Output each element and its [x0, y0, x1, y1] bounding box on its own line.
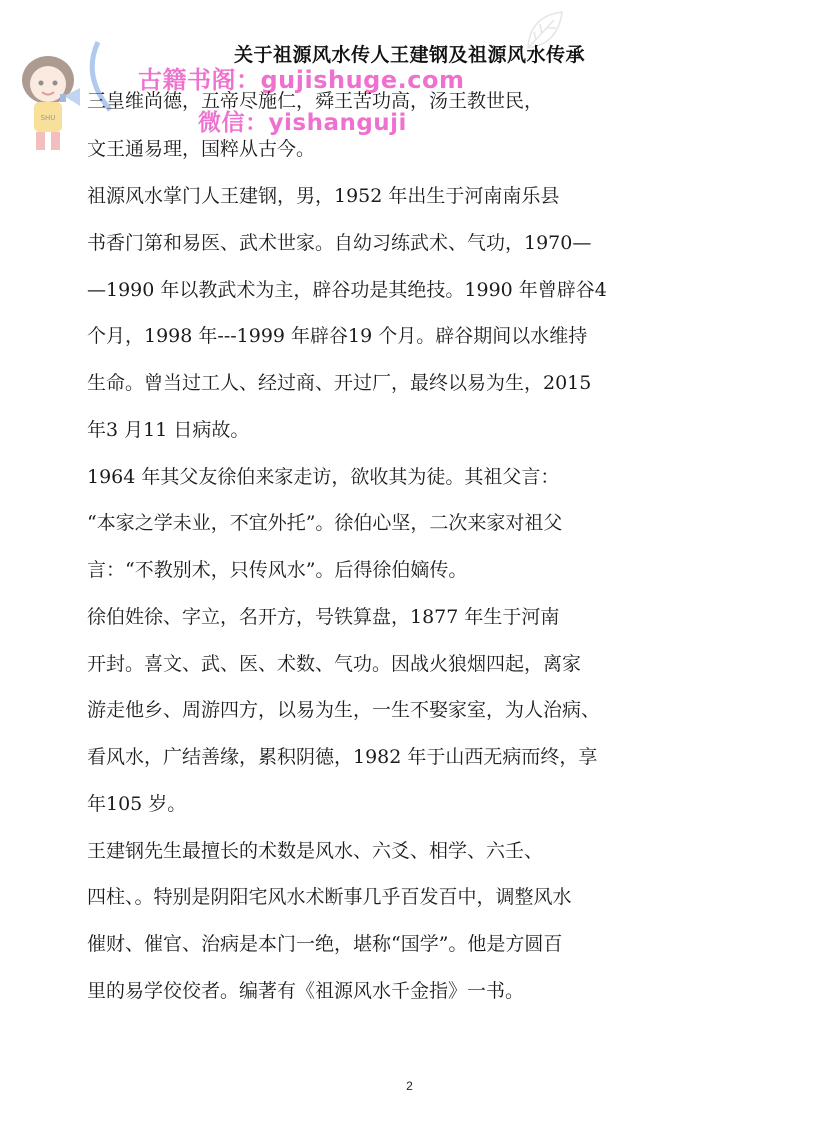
text-line: 开封。喜文、武、医、术数、气功。因战火狼烟四起，离家	[87, 653, 582, 675]
text-line: 个月，1998 年---1999 年辟谷19 个月。辟谷期间以水维持	[87, 325, 588, 347]
text-line: 四柱、。特别是阴阳宅风水术断事几乎百发百中，调整风水	[87, 886, 572, 908]
text-line: 1964 年其父友徐伯来家走访，欲收其为徒。其祖父言：	[87, 466, 560, 488]
text-line: 游走他乡、周游四方，以易为生，一生不娶家室，为人治病、	[87, 699, 601, 721]
text-line: 看风水，广结善缘，累积阴德，1982 年于山西无病而终，享	[87, 746, 598, 768]
mascot-shirt-text: SHU	[40, 114, 56, 122]
text-line: 催财、催官、治病是本门一绝，堪称“国学”。他是方圆百	[87, 933, 563, 955]
document-title: 关于祖源风水传人王建钢及祖源风水传承	[233, 44, 585, 66]
watermark-wechat-text: 微信：yishanguji	[198, 110, 407, 136]
text-line: 书香门第和易医、武术世家。自幼习练武术、气功，1970—	[87, 232, 592, 254]
text-line: 里的易学佼佼者。编著有《祖源风水千金指》一书。	[87, 980, 525, 1002]
text-line: —1990 年以教武术为主，辟谷功是其绝技。1990 年曾辟谷4	[87, 279, 607, 301]
text-line: “本家之学未业，不宜外托”。徐伯心坚，二次来家对祖父	[87, 512, 563, 534]
text-line: 言：“不教别术，只传风水”。后得徐伯嫡传。	[87, 559, 468, 581]
text-line: 文王通易理，国粹从古今。	[87, 138, 316, 160]
text-line: 三皇维尚德，五帝尽施仁，舜王苦功高，汤王教世民，	[87, 90, 544, 112]
page-number: 2	[406, 1079, 413, 1093]
text-line: 祖源风水掌门人王建钢，男，1952 年出生于河南南乐县	[87, 185, 560, 207]
text-line: 王建钢先生最擅长的术数是风水、六爻、相学、六壬、	[87, 840, 544, 862]
text-line: 年3 月11 日病故。	[87, 419, 250, 441]
text-line: 生命。曾当过工人、经过商、开过厂，最终以易为生，2015	[87, 372, 592, 394]
watermark-site-text: 古籍书阁：gujishuge.com	[138, 66, 465, 94]
text-line: 徐伯姓徐、字立，名开方，号铁算盘，1877 年生于河南	[87, 606, 560, 628]
text-line: 年105 岁。	[87, 793, 187, 815]
